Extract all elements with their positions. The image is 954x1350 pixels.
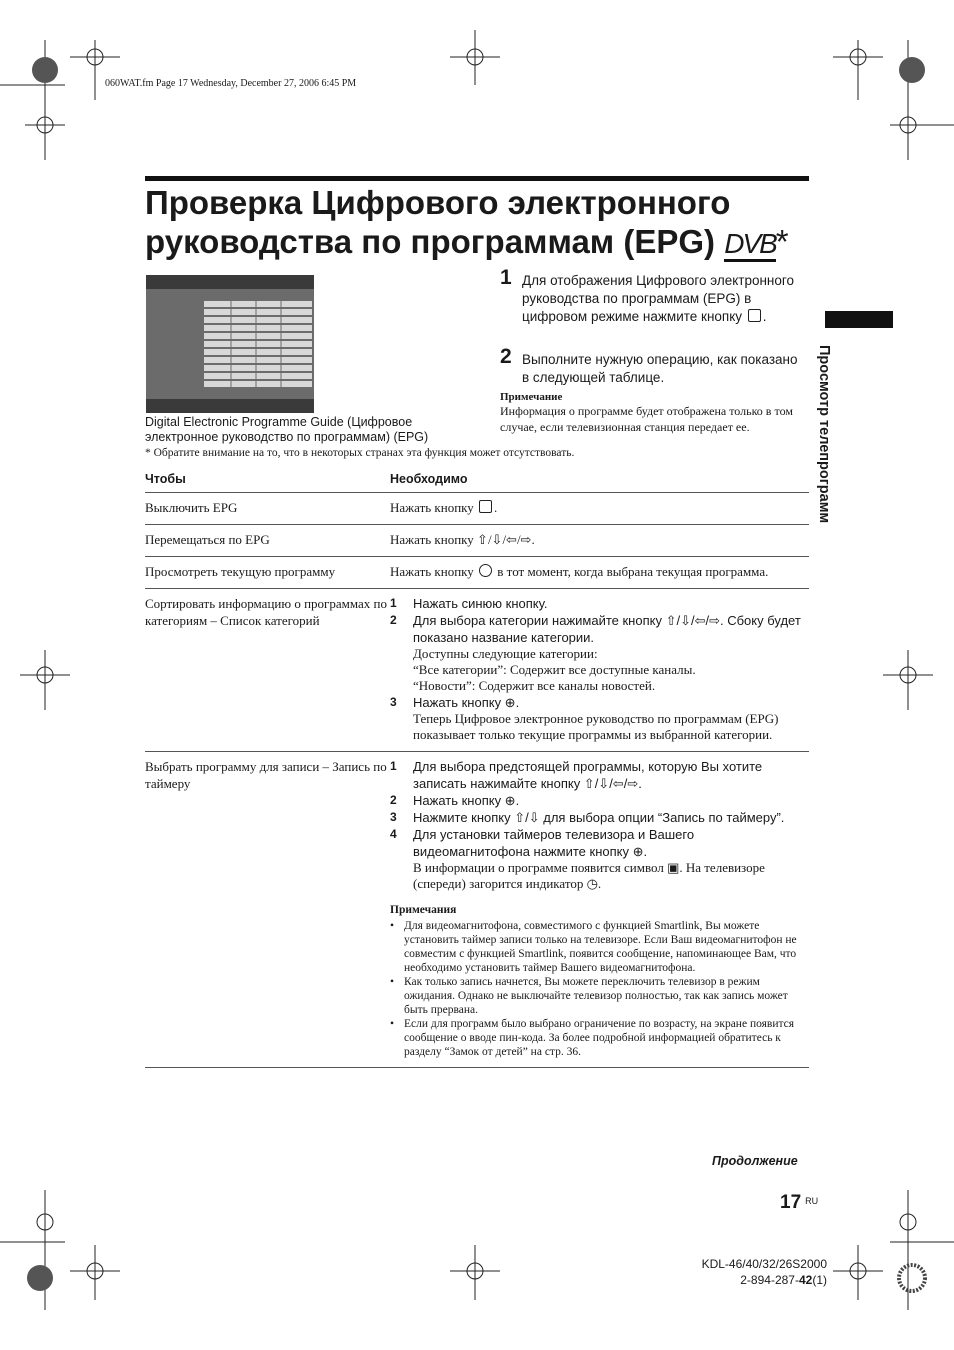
title-line-1: Проверка Цифрового электронного bbox=[145, 184, 731, 221]
notes-heading: Примечания bbox=[390, 904, 457, 916]
step-2-text: Выполните нужную операцию, как показано в следующей таблице. bbox=[522, 352, 798, 385]
note-bullet: • Если для программ было выбрано ограничение по возрасту, на экране появится сообщение о вводе пин-кода. За более подробной информацией обратитесь к разделу “Замок от детей” на стр. 36. bbox=[390, 1017, 809, 1059]
title-line-2: руководства по программам (EPG) DVB* bbox=[145, 223, 789, 260]
table-row: Выбрать программу для записи – Запись по таймеру 1 Для выбора предстоящей программы, которую Вы хотите записать нажимайте кнопку ⇧/⇩/⇦/⇨. 2 Нажать кнопку ⊕. 3 Нажмите кнопку ⇧/⇩ для выбора опции “Запись по таймеру”. 4 Для установки таймеров телевизора и Вашего видеомагнитофона нажмите кнопку ⊕. В информации о программе появится символ ▣. На телевизоре (спереди) загорится индикатор ◷. Примечания • Для видеомагнитофона, совместимого с функцией Smartlink, Вы можете установить таймер записи только на телевизоре. Если Ваш видеомагнитофон не совместим с функцией Smartlink, появится сообщение, напоминающее Вам, что необходимо установить таймер Вашего видеомагнитофона. • Как только запись начнется, Вы можете переключить телевизор в режим ожидания. Однако не выключайте телевизор полностью, так как запись может быть прервана. • Если для программ было выбрано ограничение по возрасту, на экране появится сообщение о вводе пин-кода. За более подробной информацией обратитесь к разделу “Замок от детей” на стр. 36. bbox=[145, 752, 809, 1068]
col-header-purpose: Чтобы bbox=[145, 470, 390, 493]
list-item: 3 Нажмите кнопку ⇧/⇩ для выбора опции “Запись по таймеру”. bbox=[390, 810, 785, 825]
table-row: Сортировать информацию о программах по категориям – Список категорий 1 Нажать синюю кнопку. 2 Для выбора категории нажимайте кнопку ⇧/⇩/⇦/⇨. Сбоку будет показано название категории. Доступны следующие категории: “Все категории”: Содержит все доступные каналы. “Новости”: Содержит все каналы новостей. 3 Нажать кнопку ⊕. Теперь Цифровое электронное руководство по программам (EPG) показывает только текущие программы из выбранной категории. bbox=[145, 589, 809, 752]
list-item: 4 Для установки таймеров телевизора и Вашего видеомагнитофона нажмите кнопку ⊕. bbox=[390, 827, 695, 859]
step-1-number: 1 bbox=[500, 266, 512, 289]
list-item: 2 Для выбора категории нажимайте кнопку ⇧/⇩/⇦/⇨. Сбоку будет показано название категории. bbox=[390, 613, 801, 645]
note-block bbox=[500, 391, 810, 435]
section-label: Просмотр телепрограмм bbox=[816, 345, 832, 524]
col-header-action: Необходимо bbox=[390, 470, 809, 493]
operations-table bbox=[145, 470, 809, 1068]
step-1-text: Для отображения Цифрового электронного руководства по программам (EPG) в цифровом режиме нажмите кнопку . bbox=[522, 273, 795, 324]
title-rule bbox=[145, 176, 809, 181]
part-code: 2-894-287-42(1) bbox=[740, 1273, 827, 1287]
step-2-number: 2 bbox=[500, 345, 512, 368]
guide-button-icon bbox=[748, 309, 761, 322]
footnote: * Обратите внимание на то, что в некоторых странах эта функция может отсутствовать. bbox=[145, 447, 575, 459]
note-bullet: • Для видеомагнитофона, совместимого с функцией Smartlink, Вы можете установить таймер записи только на телевизоре. Если Ваш видеомагнитофон не совместим с функцией Smartlink, появится сообщение, напоминающее Вам, что необходимо установить таймер Вашего видеомагнитофона. bbox=[390, 919, 809, 975]
list-item: 1 Нажать синюю кнопку. bbox=[390, 596, 548, 611]
note-heading: Примечание bbox=[500, 391, 563, 403]
page-number: 17 $^{RU}$ bbox=[780, 1192, 819, 1213]
note-text: Информация о программе будет отображена только в том случае, если телевизионная станция передает ее. bbox=[500, 404, 793, 434]
list-item: 1 Для выбора предстоящей программы, которую Вы хотите записать нажимайте кнопку ⇧/⇩/⇦/⇨. bbox=[390, 759, 763, 791]
page-title bbox=[145, 183, 825, 263]
table-row: Просмотреть текущую программу Нажать кнопку в тот момент, когда выбрана текущая программа. bbox=[145, 557, 809, 589]
screenshot-caption: Digital Electronic Programme Guide (Цифровое электронное руководство по программам) (EPG) bbox=[145, 415, 429, 444]
model-number: KDL-46/40/32/26S2000 bbox=[701, 1257, 827, 1271]
table-row: Перемещаться по EPG Нажать кнопку ⇧/⇩/⇦/⇨. bbox=[145, 525, 809, 557]
ok-button-icon bbox=[479, 564, 492, 577]
model-info bbox=[690, 1256, 827, 1288]
note-bullet: • Как только запись начнется, Вы можете переключить телевизор в режим ожидания. Однако не выключайте телевизор полностью, так как запись может быть прервана. bbox=[390, 975, 809, 1017]
guide-button-icon bbox=[479, 500, 492, 513]
continued-label: Продолжение bbox=[712, 1154, 798, 1168]
epg-screenshot bbox=[146, 275, 314, 413]
epg-grid bbox=[146, 275, 314, 413]
list-item: 3 Нажать кнопку ⊕. bbox=[390, 695, 520, 710]
dvb-logo: DVB bbox=[724, 228, 776, 262]
table-header bbox=[145, 470, 809, 493]
table-row: Выключить EPG Нажать кнопку . bbox=[145, 493, 809, 525]
file-header: 060WAT.fm Page 17 Wednesday, December 27, 2006 6:45 PM bbox=[105, 78, 357, 89]
list-item: 2 Нажать кнопку ⊕. bbox=[390, 793, 520, 808]
section-tab bbox=[825, 311, 893, 328]
